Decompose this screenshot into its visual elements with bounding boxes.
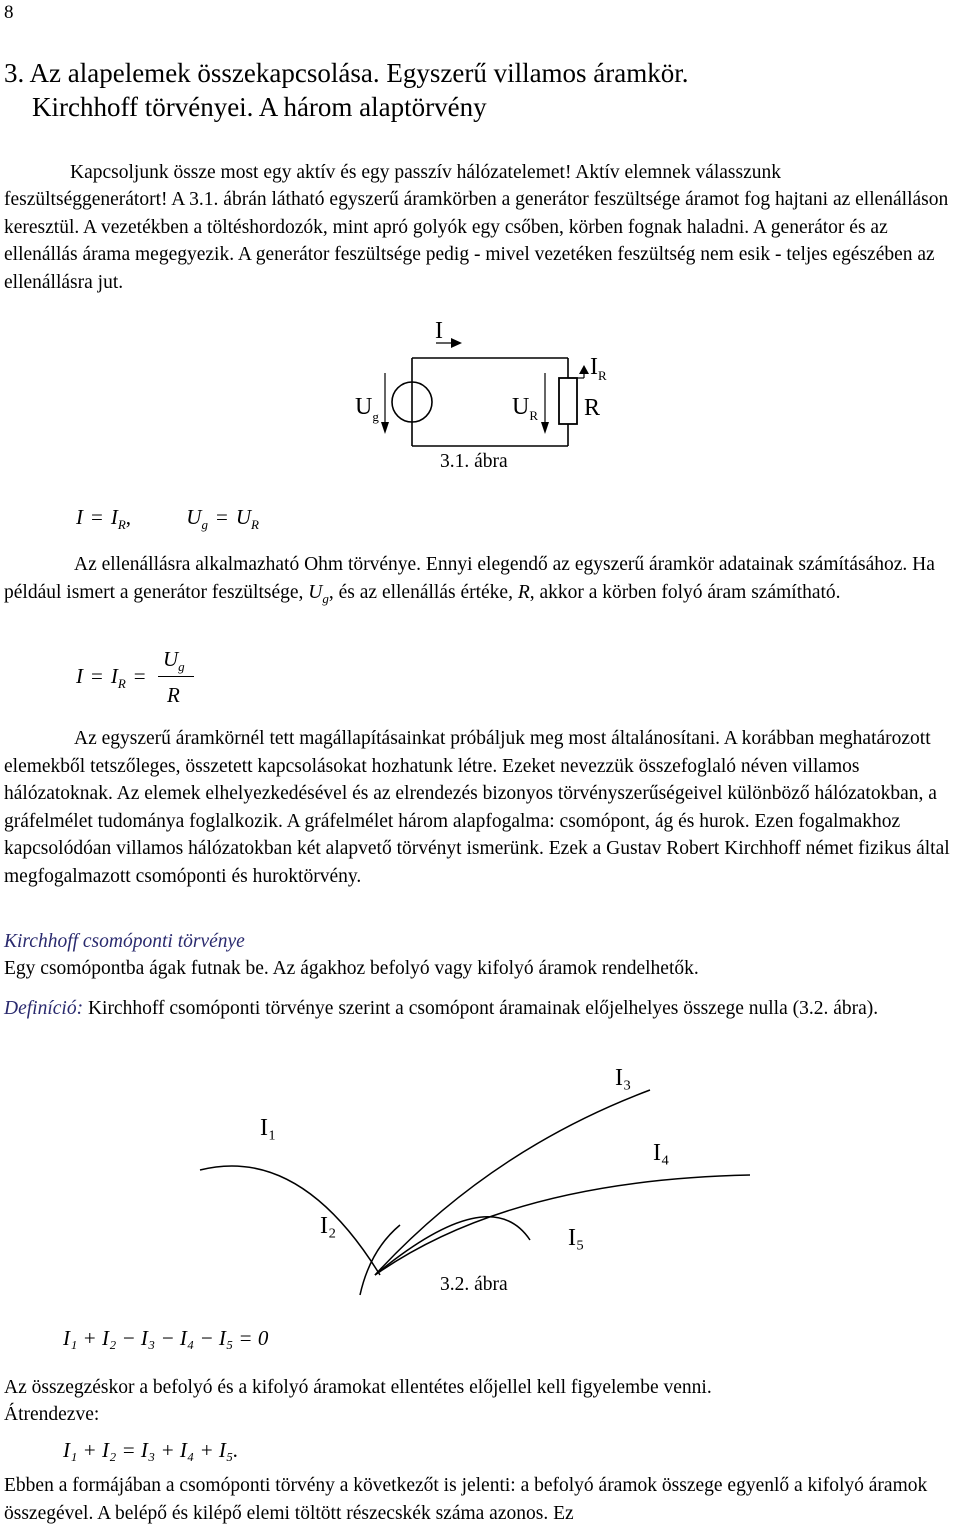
branch-i1	[200, 1166, 380, 1275]
figure2-caption: 3.2. ábra	[440, 1274, 508, 1295]
label-i4: I₄	[653, 1140, 670, 1166]
label-current: I	[435, 318, 443, 344]
label-i2: I₂	[320, 1213, 337, 1239]
branch-i3	[375, 1090, 650, 1275]
generalization-paragraph: Az egyszerű áramkörnél tett magállapításainkat próbáljuk meg most általánosítani. A korábban meghatározott elemekből tetszőleges, összetett kapcsolásokat hozhatunk létre. Ezeket nevezzük összefoglaló néven villamos hálózatoknak. Az elemek elhelyezkedésével és az elrendezés bizonyos törvényszerűségeivel különböző hálózatokban, a gráfelmélet tudománya foglalkozik. A gráfelmélet három alapfogalma: csomópont, ág és hurok. Ezen fogalmakhoz kapcsolódóan villamos hálózatokban két alapvető törvényt ismerünk. Ezek a Gustav Robert Kirchhoff német fizikus által megfogalmazott csomóponti és huroktörvény.	[4, 728, 950, 887]
node-diagram	[160, 1050, 820, 1310]
definition-paragraph: Definíció: Kirchhoff csomóponti törvénye szerint a csomópont áramainak előjelhelyes összege nulla (3.2. ábra).	[4, 998, 879, 1019]
rearrange-label: Átrendezve:	[4, 1404, 100, 1425]
heading-line1: Az alapelemek összekapcsolása. Egyszerű villamos áramkör.	[29, 58, 689, 88]
fraction-bar	[158, 676, 194, 677]
resistor-symbol	[559, 378, 577, 424]
intro-paragraph: feszültséggenerátort! A 3.1. ábrán látható egyszerű áramkörben a generátor feszültsége áramot fog hajtani az ellenálláson keresztül. A vezetékben a töltéshordozók, mint apró golyók egy csőben, körben fognak haladni. A generátor és az ellenállás árama megegyezik. A generátor feszültsége pedig - mivel vezetéken feszültség nem esik - teljes egészében az ellenállásra jut.	[4, 189, 949, 293]
generator-voltage-arrow	[381, 373, 389, 434]
label-i3: I₃	[615, 1065, 632, 1091]
label-i5: I₅	[568, 1225, 585, 1251]
label-ur: $U_R$	[512, 394, 539, 423]
chapter-heading	[4, 56, 689, 90]
equation-ohm: $I = I_R$ =	[76, 664, 146, 691]
sum-paragraph: Az összegzéskor a befolyó és a kifolyó áramokat ellentétes előjellel kell figyelembe venni.	[4, 1377, 712, 1398]
final-paragraph: Ebben a formájában a csomóponti törvény a következőt is jelenti: a befolyó áramok összege egyenlő a kifolyó áramok összegével. A belépő és kilépő elemi töltött részecskék száma azonos. Ez	[4, 1475, 928, 1524]
kirchhoff-title: Kirchhoff csomóponti törvénye	[4, 931, 245, 952]
label-ir: $I_R$	[590, 354, 607, 383]
label-i1: I₁	[260, 1115, 277, 1141]
figure1-caption: 3.1. ábra	[440, 451, 508, 472]
equation-current-voltage: $I = I_R$, $U_g = U_R$	[76, 505, 259, 532]
resistor-current-arrow	[568, 365, 589, 378]
fraction-numerator: $U_g$	[163, 647, 185, 674]
resistor-voltage-arrow	[541, 373, 549, 434]
ohm-paragraph: Az ellenállásra alkalmazható Ohm törvénye. Ennyi elegendő az egyszerű áramkör adatainak számításához. Ha például ismert a generátor feszültsége, $U_g$, és az ellenállás értéke, R, akkor a körben folyó áram számítható.	[4, 554, 935, 606]
label-r: R	[584, 395, 601, 421]
heading-number: 3.	[4, 58, 25, 88]
equation-kirchhoff-sum: I₁ + I₂ − I₃ − I₄ − I₅ = 0	[63, 1326, 269, 1350]
heading-line2: Kirchhoff törvényei. A három alaptörvény	[32, 92, 487, 122]
equation-kirchhoff-rearranged: I₁ + I₂ = I₃ + I₄ + I₅.	[63, 1438, 239, 1462]
branch-i4	[375, 1175, 750, 1275]
kirchhoff-branches: Egy csomópontba ágak futnak be. Az ágakhoz befolyó vagy kifolyó áramok rendelhetők.	[4, 958, 699, 979]
label-ug: $U_g$	[355, 394, 379, 424]
intro-first-line: Kapcsoljunk össze most egy aktív és egy passzív hálózatelemet! Aktív elemnek válasszunk	[70, 162, 782, 183]
page-number: 8	[4, 2, 14, 23]
fraction-denominator: R	[167, 683, 180, 707]
